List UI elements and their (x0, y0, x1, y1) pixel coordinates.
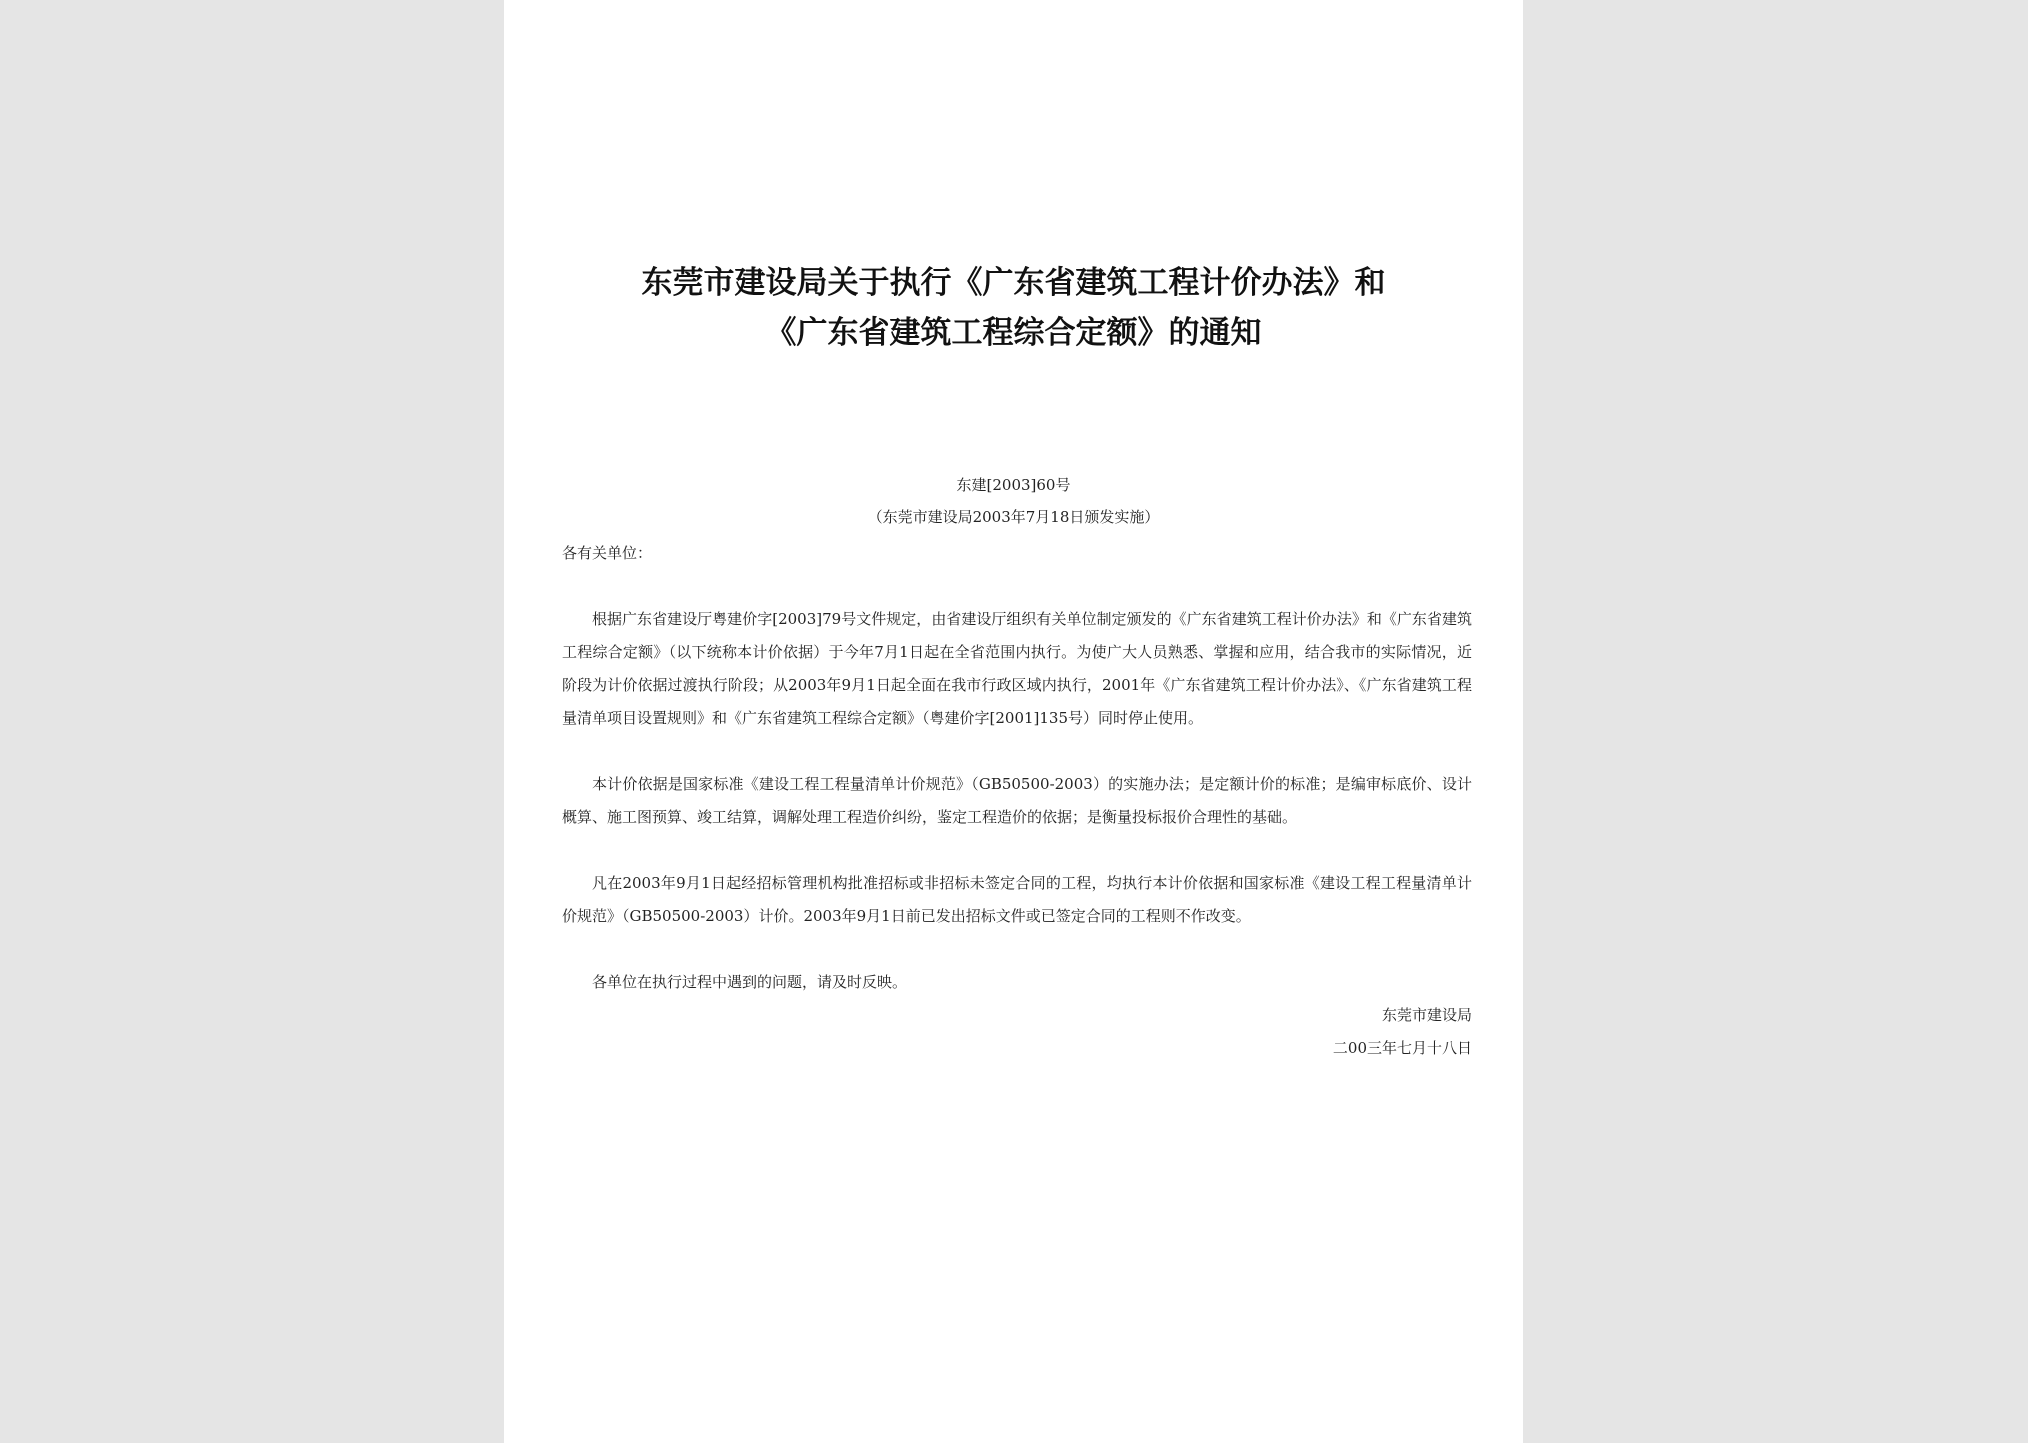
signature-org: 东莞市建设局 (1381, 1006, 1472, 1024)
title-line-1: 东莞市建设局关于执行《广东省建筑工程计价办法》和 (641, 265, 1386, 301)
paragraph-2: 本计价依据是国家标准《建设工程工程量清单计价规范》（GB50500-2003）的实施办法；是定额计价的标准；是编审标底价、设计概算、施工图预算、竣工结算，调解处理工程造价纠纷，鉴定工程造价的依据；是衡量投标报价合理性的基础。 (562, 775, 1472, 826)
document-page (504, 0, 1523, 1443)
paragraph-1: 根据广东省建设厅粤建价字[2003]79号文件规定，由省建设厅组织有关单位制定颁发的《广东省建筑工程计价办法》和《广东省建筑工程综合定额》（以下统称本计价依据）于今年7月1日起在全省范围内执行。为使广大人员熟悉、掌握和应用，结合我市的实际情况，近阶段为计价依据过渡执行阶段；从2003年9月1日起全面在我市行政区域内执行，2001年《广东省建筑工程计价办法》、《广东省建筑工程量清单项目设置规则》和《广东省建筑工程综合定额》（粤建价字[2001]135号）同时停止使用。 (562, 610, 1472, 727)
document-title (544, 258, 1483, 358)
closing-line: 各单位在执行过程中遇到的问题，请及时反映。 (592, 973, 908, 991)
issued-note: （东莞市建设局2003年7月18日颁发实施） (867, 508, 1160, 526)
document-number: 东建[2003]60号 (956, 476, 1071, 494)
document-body (562, 537, 1472, 1065)
signature-date: 二00三年七月十八日 (1332, 1039, 1472, 1057)
title-line-2: 《广东省建筑工程综合定额》的通知 (765, 315, 1262, 351)
salutation: 各有关单位： (562, 544, 653, 562)
paragraph-3: 凡在2003年9月1日起经招标管理机构批准招标或非招标未签定合同的工程，均执行本计价依据和国家标准《建设工程工程量清单计价规范》（GB50500-2003）计价。2003年9月1日前已发出招标文件或已签定合同的工程则不作改变。 (562, 874, 1472, 925)
